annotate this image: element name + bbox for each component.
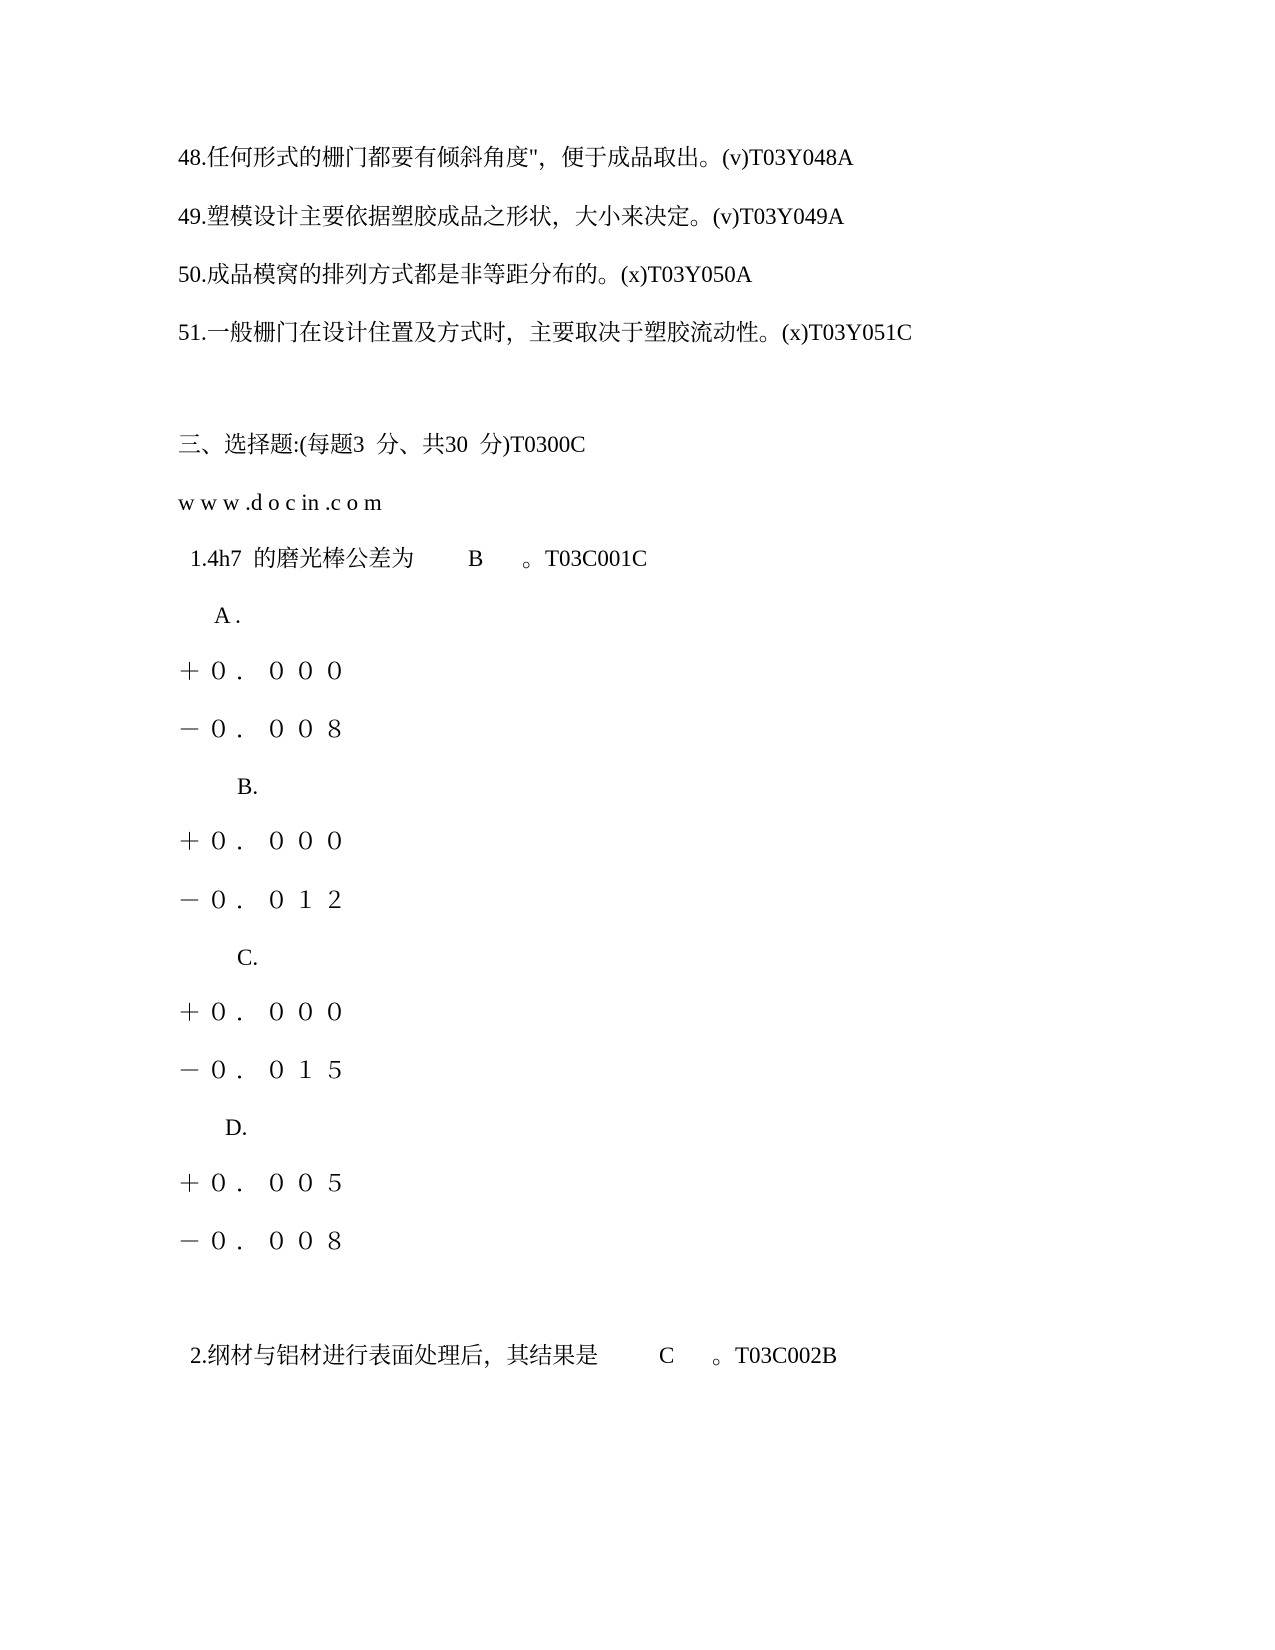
question-1-answer: B [468,546,484,571]
option-d-lower: －０．００８ [178,1229,352,1254]
watermark-text: w w w .d o c in .c o m [178,490,382,515]
option-a-lower: －０．００８ [178,717,352,742]
section-heading: 三、选择题:(每题3 分、共30 分)T0300C [178,432,586,457]
option-c-label: C. [237,945,259,970]
option-a-label: A . [214,603,241,628]
option-b-label: B. [237,774,259,799]
question-1-stem: 1.4h7 的磨光棒公差为 [190,546,415,571]
option-d-upper: ＋０．００５ [178,1171,352,1196]
option-d-label: D. [225,1115,248,1140]
question-51: 51.一般栅门在设计住置及方式时，主要取决于塑胶流动性。(x)T03Y051C [178,320,913,345]
question-50: 50.成品模窝的排列方式都是非等距分布的。(x)T03Y050A [178,262,753,287]
question-48: 48.任何形式的栅门都要有倾斜角度"，便于成品取出。(v)T03Y048A [178,145,854,170]
option-b-upper: ＋０．０００ [178,829,352,854]
question-1-code: 。T03C001C [522,546,648,571]
option-b-lower: －０．０１２ [178,888,352,913]
option-c-lower: －０．０１５ [178,1058,352,1083]
question-49: 49.塑模设计主要依据塑胶成品之形状，大小来决定。(v)T03Y049A [178,204,845,229]
option-a-upper: ＋０．０００ [178,659,352,684]
question-2-stem: 2.纲材与铝材进行表面处理后，其结果是 [190,1343,599,1368]
option-c-upper: ＋０．０００ [178,1000,352,1025]
question-2-code: 。T03C002B [712,1343,838,1368]
question-2-answer: C [659,1343,675,1368]
